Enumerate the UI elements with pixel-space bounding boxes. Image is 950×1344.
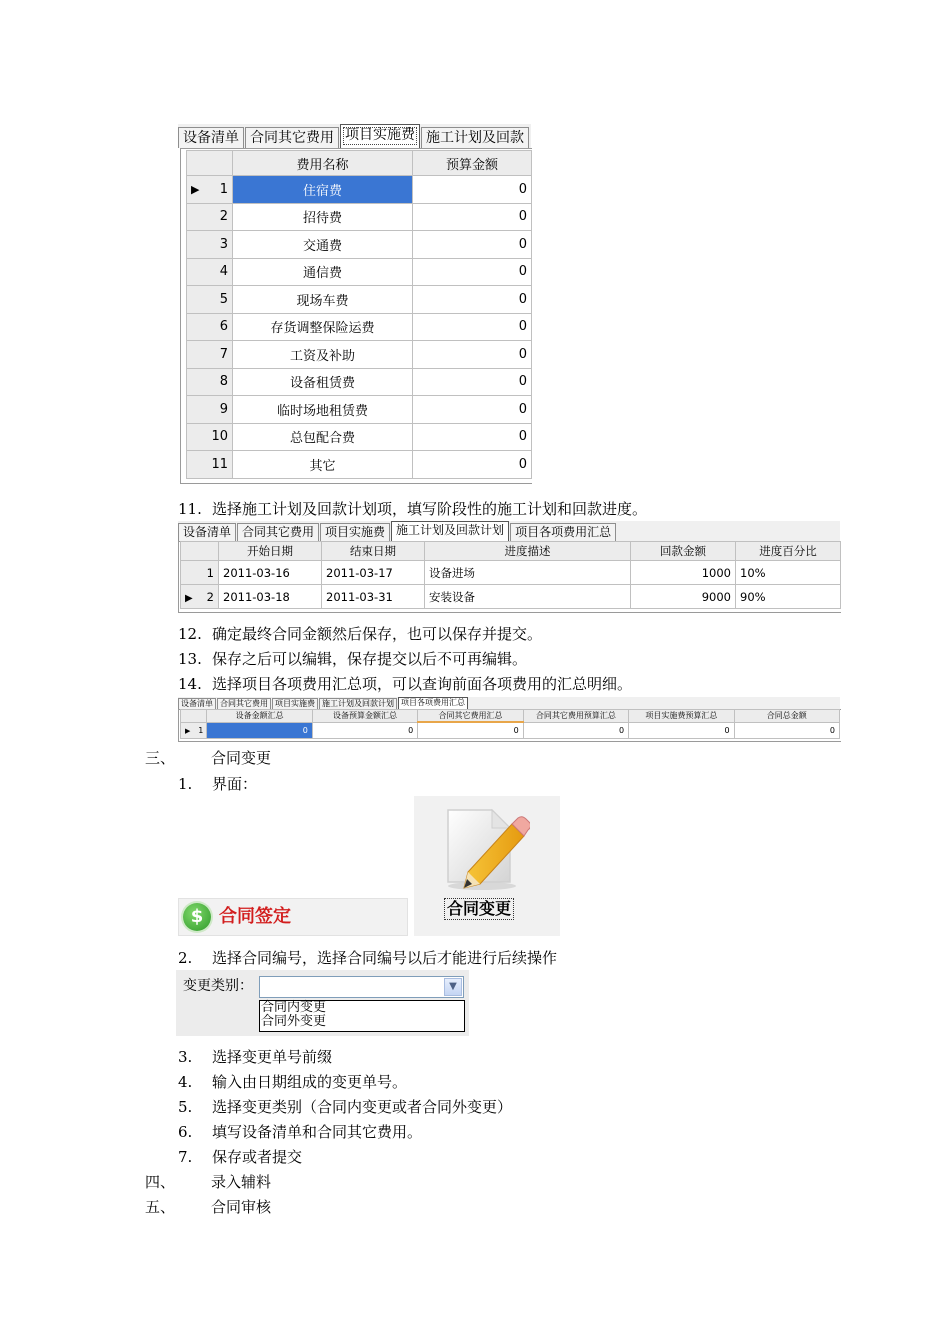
row-pointer-icon: ▶ bbox=[185, 726, 191, 735]
table-row[interactable] bbox=[187, 368, 532, 396]
contract-sign-label: 合同签定 bbox=[219, 906, 291, 927]
plan-grid bbox=[180, 541, 841, 609]
step-number: 13. bbox=[178, 650, 202, 668]
tab-implementation-fees[interactable]: 项目实施费 bbox=[272, 698, 318, 709]
step-number: 11. bbox=[178, 500, 202, 518]
cell-payment-amount[interactable]: 1000 bbox=[631, 561, 736, 585]
grid-corner bbox=[181, 542, 219, 561]
row-pointer-icon: ▶ bbox=[191, 182, 200, 196]
section-4-heading bbox=[145, 1172, 271, 1192]
change-type-panel bbox=[176, 970, 469, 1036]
cell-value[interactable]: 0 bbox=[523, 722, 628, 738]
sub-step-1 bbox=[178, 774, 257, 794]
column-header-payment-amount[interactable]: 回款金额 bbox=[631, 542, 736, 561]
summary-grid bbox=[180, 709, 840, 739]
row-indicator: ▶ 1 bbox=[181, 722, 207, 738]
row-indicator: 5 bbox=[187, 286, 233, 314]
cell-progress-desc[interactable]: 设备进场 bbox=[425, 561, 631, 585]
cell-fee-name[interactable]: 工资及补助 bbox=[233, 341, 413, 369]
contract-change-button[interactable] bbox=[414, 796, 560, 936]
table-row[interactable] bbox=[187, 451, 532, 479]
cell-end-date[interactable]: 2011-03-31 bbox=[322, 585, 425, 609]
column-header-equip-total[interactable]: 设备金额汇总 bbox=[207, 710, 312, 723]
tab-other-fees[interactable]: 合同其它费用 bbox=[245, 127, 339, 148]
tab-equipment-list[interactable]: 设备清单 bbox=[178, 698, 216, 709]
cell-budget-amount[interactable]: 0 bbox=[413, 176, 532, 204]
change-type-label: 变更类别： bbox=[183, 978, 253, 994]
row-indicator: 8 bbox=[187, 368, 233, 396]
change-type-select[interactable] bbox=[259, 976, 464, 998]
section-number: 四、 bbox=[145, 1173, 176, 1191]
cell-fee-name[interactable]: 临时场地租赁费 bbox=[233, 396, 413, 424]
row-indicator: 7 bbox=[187, 341, 233, 369]
row-indicator: 4 bbox=[187, 258, 233, 286]
table-row[interactable] bbox=[181, 561, 841, 585]
step-text: 选择合同编号，选择合同编号以后才能进行后续操作 bbox=[212, 949, 558, 967]
row-indicator: 2 bbox=[187, 203, 233, 231]
cell-start-date[interactable]: 2011-03-18 bbox=[219, 585, 322, 609]
step-number: 2. bbox=[178, 949, 193, 967]
column-header-impl-budget-total[interactable]: 项目实施费预算汇总 bbox=[629, 710, 734, 723]
cell-budget-amount[interactable]: 0 bbox=[413, 368, 532, 396]
cell-fee-name[interactable]: 设备租赁费 bbox=[233, 368, 413, 396]
cell-fee-name[interactable]: 其它 bbox=[233, 451, 413, 479]
tab-fee-summary[interactable]: 项目各项费用汇总 bbox=[398, 697, 468, 709]
tab-construction-plan[interactable]: 施工计划及回款计划 bbox=[391, 521, 509, 541]
cell-budget-amount[interactable]: 0 bbox=[413, 258, 532, 286]
cell-budget-amount[interactable]: 0 bbox=[413, 313, 532, 341]
cell-budget-amount[interactable]: 0 bbox=[413, 396, 532, 424]
sub-step-3 bbox=[178, 1047, 332, 1067]
tab-fee-summary[interactable]: 项目各项费用汇总 bbox=[510, 523, 616, 541]
contract-change-label: 合同变更 bbox=[444, 898, 514, 920]
step-text: 选择变更单号前缀 bbox=[212, 1048, 333, 1066]
contract-sign-button[interactable] bbox=[178, 898, 408, 936]
cell-fee-name[interactable]: 交通费 bbox=[233, 231, 413, 259]
dollar-icon: $ bbox=[183, 903, 211, 931]
table-row[interactable] bbox=[187, 203, 532, 231]
cell-progress-desc[interactable]: 安装设备 bbox=[425, 585, 631, 609]
grid-corner bbox=[187, 151, 233, 176]
chevron-down-icon[interactable]: ▼ bbox=[444, 978, 462, 996]
table-row[interactable] bbox=[187, 423, 532, 451]
row-pointer-icon: ▶ bbox=[185, 592, 193, 604]
table-row[interactable] bbox=[187, 258, 532, 286]
tab-strip-1 bbox=[178, 124, 531, 148]
table-row[interactable] bbox=[187, 396, 532, 424]
table-row[interactable] bbox=[181, 585, 841, 609]
step-13 bbox=[178, 649, 527, 669]
section-title: 合同审核 bbox=[211, 1198, 272, 1216]
section-3-heading bbox=[145, 748, 271, 768]
step-number: 12. bbox=[178, 625, 202, 643]
cell-payment-amount[interactable]: 9000 bbox=[631, 585, 736, 609]
step-number: 3. bbox=[178, 1048, 193, 1066]
step-number: 14. bbox=[178, 675, 202, 693]
step-number: 6. bbox=[178, 1123, 193, 1141]
step-text: 保存之后可以编辑，保存提交以后不可再编辑。 bbox=[212, 650, 528, 668]
fee-grid bbox=[186, 150, 532, 479]
cell-value[interactable]: 0 bbox=[418, 722, 523, 738]
tab-strip-2 bbox=[178, 521, 840, 541]
step-text: 选择变更类别（合同内变更或者合同外变更） bbox=[212, 1098, 513, 1116]
step-11 bbox=[178, 499, 647, 519]
table-row[interactable] bbox=[187, 286, 532, 314]
cell-budget-amount[interactable]: 0 bbox=[413, 203, 532, 231]
column-header-equip-budget-total[interactable]: 设备预算金额汇总 bbox=[312, 710, 417, 723]
column-header-progress-pct[interactable]: 进度百分比 bbox=[736, 542, 841, 561]
cell-fee-name[interactable]: 现场车费 bbox=[233, 286, 413, 314]
cell-budget-amount[interactable]: 0 bbox=[413, 341, 532, 369]
table-row[interactable] bbox=[187, 313, 532, 341]
row-indicator: 3 bbox=[187, 231, 233, 259]
column-header-progress-desc[interactable]: 进度描述 bbox=[425, 542, 631, 561]
tab-other-fees[interactable]: 合同其它费用 bbox=[237, 523, 319, 541]
step-text: 选择项目各项费用汇总项，可以查询前面各项费用的汇总明细。 bbox=[212, 675, 633, 693]
step-number: 1. bbox=[178, 775, 193, 793]
column-header-budget[interactable]: 预算金额 bbox=[413, 151, 532, 176]
cell-fee-name[interactable]: 总包配合费 bbox=[233, 423, 413, 451]
cell-progress-pct[interactable]: 90% bbox=[736, 585, 841, 609]
column-header-contract-total[interactable]: 合同总金额 bbox=[734, 710, 839, 723]
row-indicator: 6 bbox=[187, 313, 233, 341]
step-number: 7. bbox=[178, 1148, 193, 1166]
section-number: 三、 bbox=[145, 749, 176, 767]
cell-value[interactable]: 0 bbox=[734, 722, 839, 738]
row-indicator: 9 bbox=[187, 396, 233, 424]
row-indicator: 1 bbox=[181, 561, 219, 585]
change-type-options bbox=[259, 1000, 465, 1032]
step-12 bbox=[178, 624, 542, 644]
row-indicator: ▶ 1 bbox=[187, 176, 233, 204]
step-14 bbox=[178, 674, 632, 694]
cell-start-date[interactable]: 2011-03-16 bbox=[219, 561, 322, 585]
step-number: 4. bbox=[178, 1073, 193, 1091]
cell-progress-pct[interactable]: 10% bbox=[736, 561, 841, 585]
tab-strip-3 bbox=[178, 697, 840, 709]
cell-budget-amount[interactable]: 0 bbox=[413, 231, 532, 259]
cell-budget-amount[interactable]: 0 bbox=[413, 451, 532, 479]
step-text: 界面： bbox=[212, 775, 258, 793]
column-header-fee-name[interactable]: 费用名称 bbox=[233, 151, 413, 176]
tab-implementation-fees[interactable]: 项目实施费 bbox=[320, 523, 390, 541]
table-row[interactable] bbox=[187, 231, 532, 259]
section-title: 录入辅料 bbox=[211, 1173, 272, 1191]
sub-step-6 bbox=[178, 1122, 422, 1142]
column-header-start-date[interactable]: 开始日期 bbox=[219, 542, 322, 561]
step-text: 输入由日期组成的变更单号。 bbox=[212, 1073, 408, 1091]
sub-step-4 bbox=[178, 1072, 407, 1092]
tab-construction-plan[interactable]: 施工计划及回款计划 bbox=[319, 698, 397, 709]
section-5-heading bbox=[145, 1197, 271, 1217]
cell-fee-name[interactable]: 存货调整保险运费 bbox=[233, 313, 413, 341]
sub-step-5 bbox=[178, 1097, 512, 1117]
cell-fee-name[interactable]: 通信费 bbox=[233, 258, 413, 286]
step-text: 填写设备清单和合同其它费用。 bbox=[212, 1123, 423, 1141]
cell-fee-name[interactable]: 招待费 bbox=[233, 203, 413, 231]
sub-step-7 bbox=[178, 1147, 302, 1167]
cell-value[interactable]: 0 bbox=[207, 722, 312, 738]
option-external-change[interactable]: 合同外变更 bbox=[261, 1014, 327, 1029]
section-number: 五、 bbox=[145, 1198, 176, 1216]
cell-value[interactable]: 0 bbox=[629, 722, 734, 738]
row-indicator: 11 bbox=[187, 451, 233, 479]
row-indicator: ▶ 2 bbox=[181, 585, 219, 609]
edit-document-icon bbox=[440, 802, 530, 894]
column-header-other-fees-budget-total[interactable]: 合同其它费用预算汇总 bbox=[523, 710, 628, 723]
step-text: 保存或者提交 bbox=[212, 1148, 303, 1166]
cell-end-date[interactable]: 2011-03-17 bbox=[322, 561, 425, 585]
step-number: 5. bbox=[178, 1098, 193, 1116]
table-row[interactable] bbox=[187, 176, 532, 204]
step-text: 选择施工计划及回款计划项，填写阶段性的施工计划和回款进度。 bbox=[212, 500, 648, 518]
column-header-other-fees-total[interactable]: 合同其它费用汇总 bbox=[418, 710, 523, 723]
step-text: 确定最终合同金额然后保存，也可以保存并提交。 bbox=[212, 625, 543, 643]
row-indicator: 10 bbox=[187, 423, 233, 451]
tab-other-fees[interactable]: 合同其它费用 bbox=[217, 698, 271, 709]
column-header-end-date[interactable]: 结束日期 bbox=[322, 542, 425, 561]
tab-equipment-list[interactable]: 设备清单 bbox=[178, 127, 244, 148]
table-row[interactable] bbox=[187, 341, 532, 369]
cell-value[interactable]: 0 bbox=[312, 722, 417, 738]
tab-equipment-list[interactable]: 设备清单 bbox=[178, 523, 236, 541]
tab-implementation-fees[interactable]: 项目实施费 bbox=[340, 124, 420, 148]
cell-budget-amount[interactable]: 0 bbox=[413, 423, 532, 451]
grid-corner bbox=[181, 710, 207, 723]
section-title: 合同变更 bbox=[211, 749, 272, 767]
cell-fee-name[interactable]: 住宿费 bbox=[233, 176, 413, 204]
tab-construction-plan[interactable]: 施工计划及回款 bbox=[421, 127, 529, 148]
cell-budget-amount[interactable]: 0 bbox=[413, 286, 532, 314]
sub-step-2 bbox=[178, 948, 557, 968]
table-row[interactable] bbox=[181, 722, 840, 738]
option-internal-change[interactable]: 合同内变更 bbox=[261, 1000, 327, 1015]
